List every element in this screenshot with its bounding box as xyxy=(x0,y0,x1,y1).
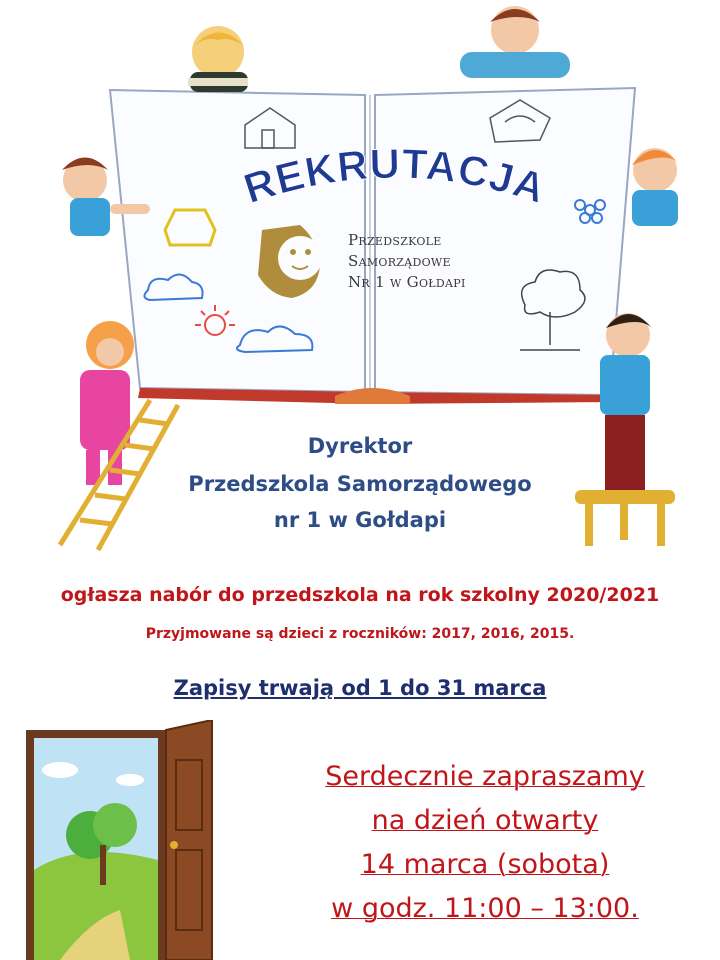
child-ladder xyxy=(80,321,134,485)
invitation-line-3: 14 marca (sobota) xyxy=(360,849,610,880)
headline-textpath: REKRUTACJA xyxy=(238,148,552,213)
logo-line-1: Przedszkole xyxy=(348,231,442,249)
enrollment-dates: Zapisy trwają od 1 do 31 marca xyxy=(173,676,547,700)
invitation-line-4: w godz. 11:00 – 13:00. xyxy=(331,893,639,924)
invitation-line-2: na dzień otwarty xyxy=(371,805,599,836)
headline-text xyxy=(238,148,552,212)
logo-line-3: Nr 1 w Gołdapi xyxy=(348,273,466,291)
director-title: Dyrektor xyxy=(307,434,413,458)
invitation-line-1: Serdecznie zapraszamy xyxy=(325,761,645,792)
director-location: nr 1 w Gołdapi xyxy=(273,508,447,532)
headline-arc xyxy=(205,148,585,228)
accepted-years-note: Przyjmowane są dzieci z roczników: 2017, 2016, 2015. xyxy=(145,626,575,642)
director-institution: Przedszkola Samorządowego xyxy=(188,472,532,496)
child-top-right xyxy=(460,6,570,78)
logo-line-2: Samorządowe xyxy=(348,252,451,270)
child-top-left xyxy=(188,26,248,92)
recruitment-announcement: ogłasza nabór do przedszkola na rok szkolny 2020/2021 xyxy=(60,584,660,606)
child-stool xyxy=(600,313,652,490)
open-door-illustration xyxy=(20,720,220,960)
child-right xyxy=(632,148,680,226)
preschool-logo-text xyxy=(348,230,466,293)
stool xyxy=(575,490,675,546)
open-day-invitation xyxy=(280,755,690,931)
